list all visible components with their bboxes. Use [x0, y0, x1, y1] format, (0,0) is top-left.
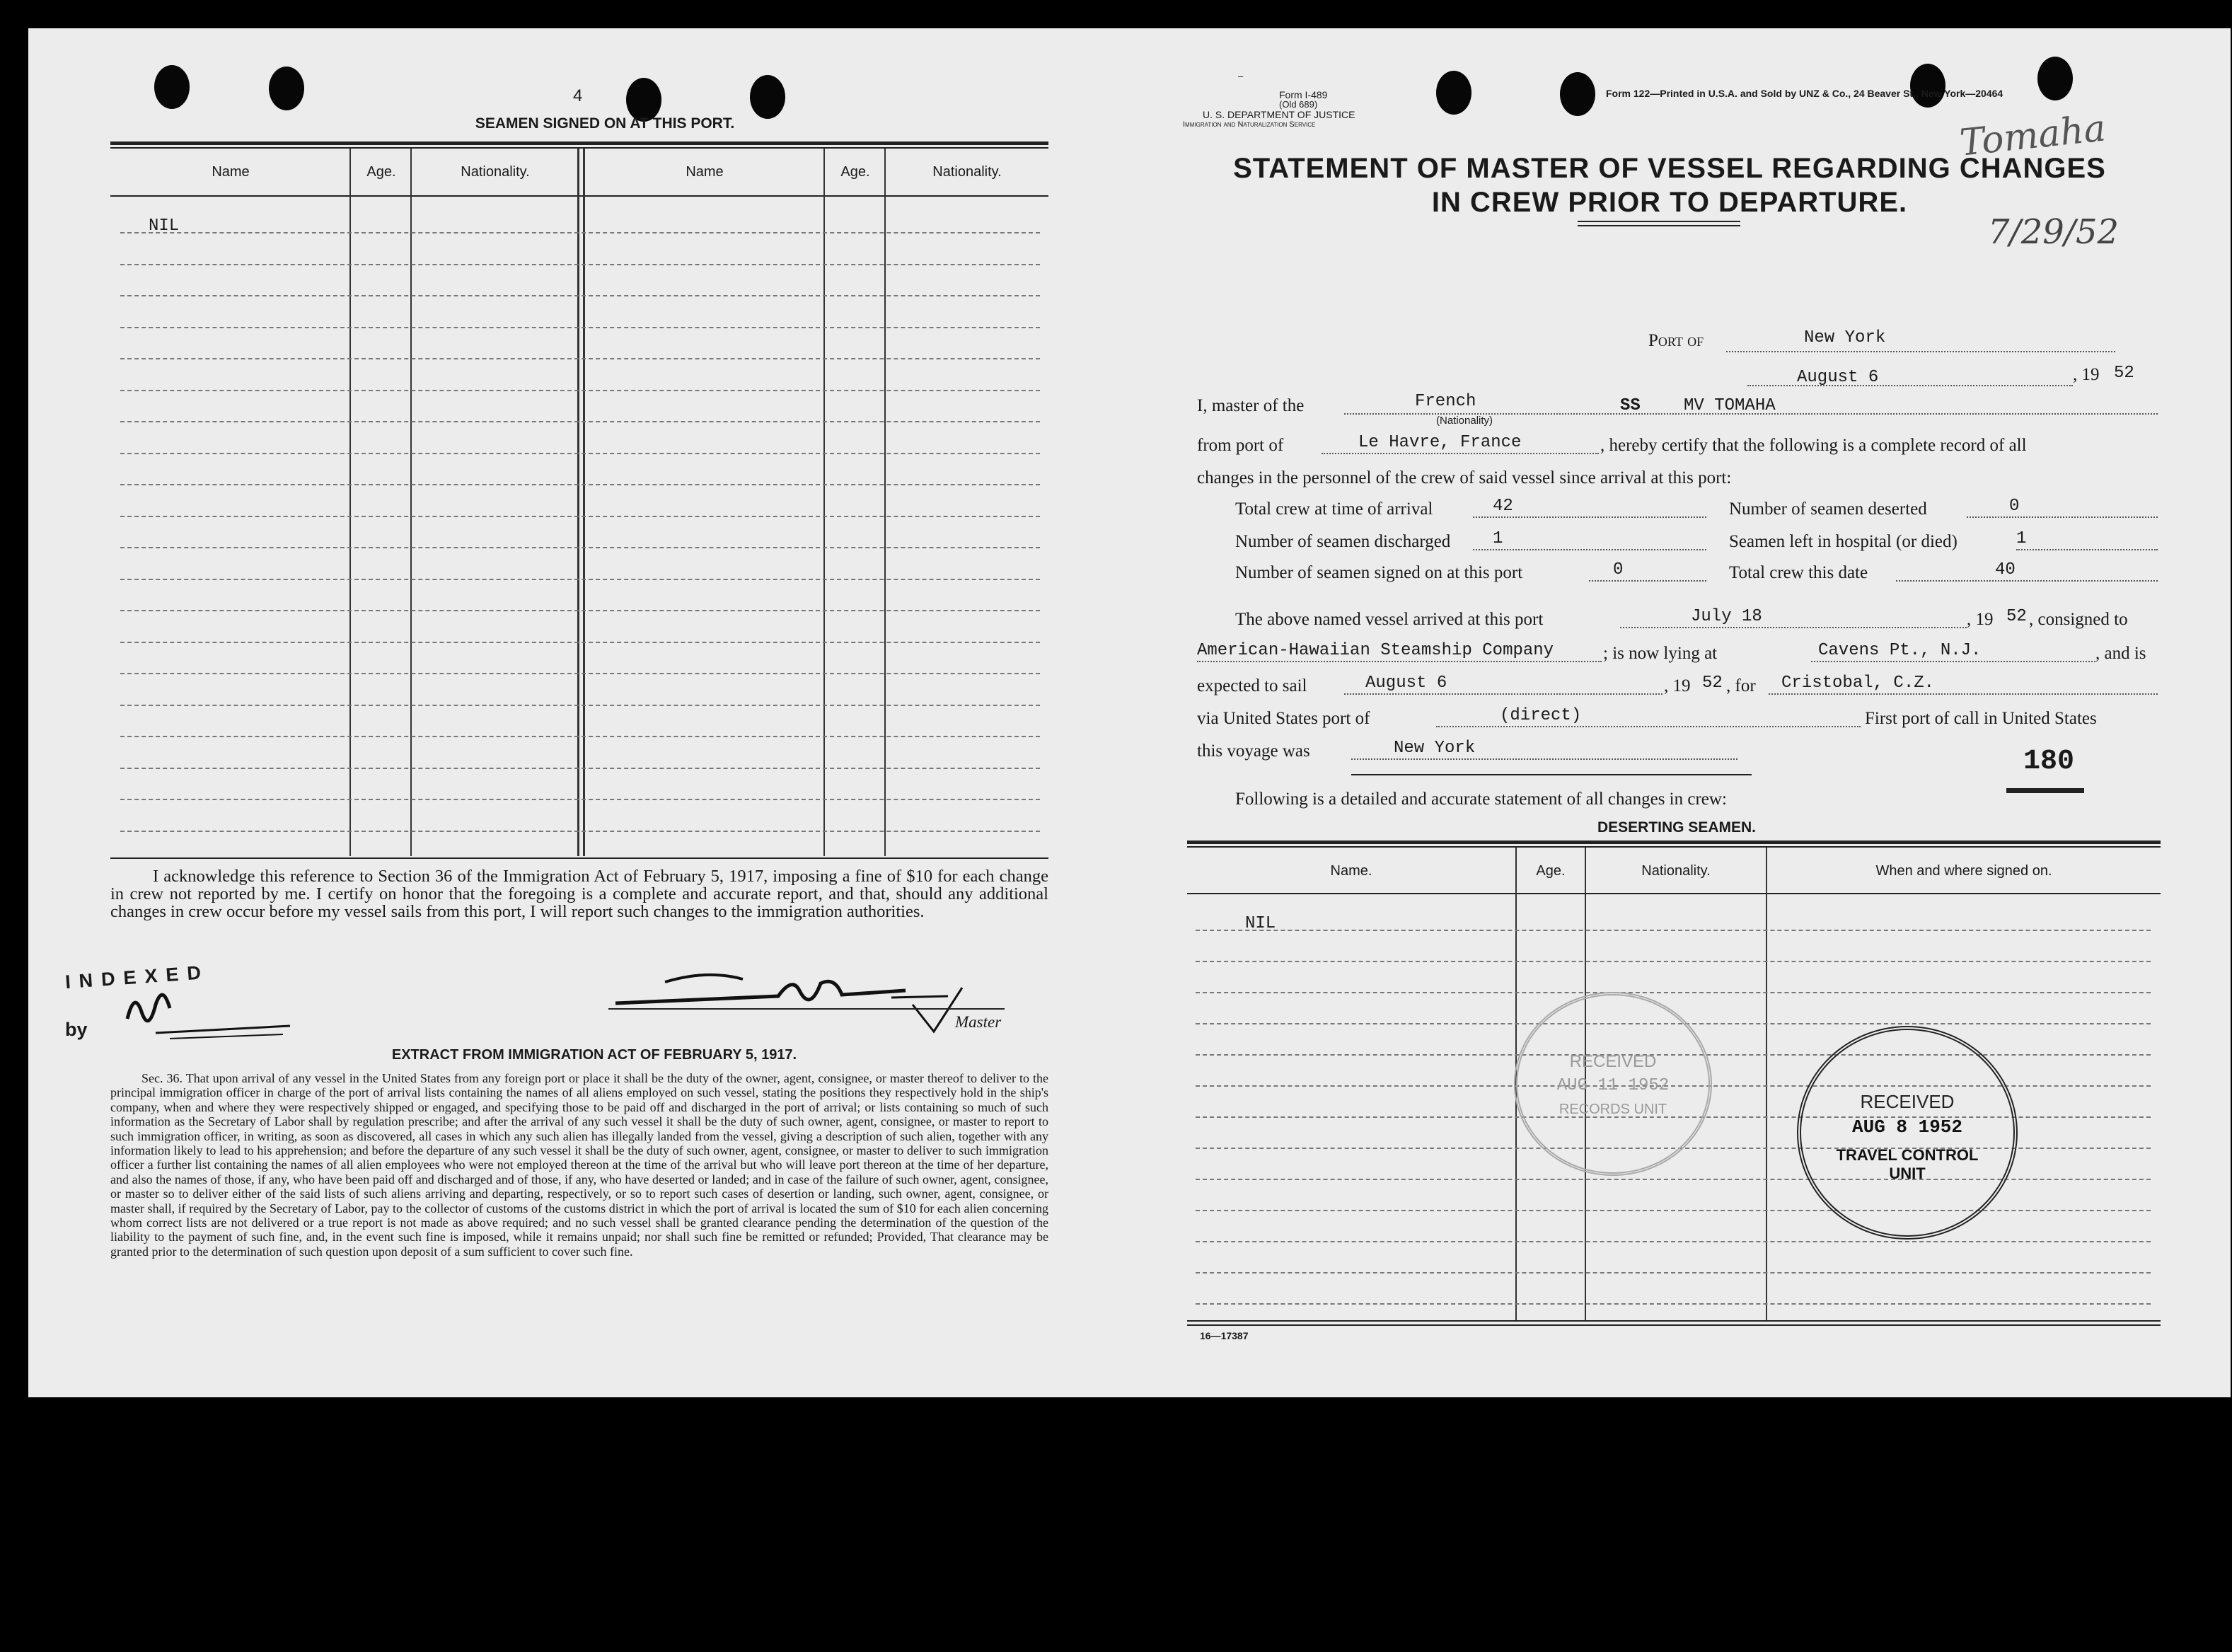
indexed-initials-signature	[113, 976, 297, 1047]
table-bottom-rule	[1187, 1324, 2161, 1326]
from-port-label: from port of	[1197, 436, 1284, 455]
fill-line	[1620, 627, 1967, 628]
punch-hole	[1910, 64, 1945, 108]
column-header: Name	[212, 164, 250, 180]
ruling-line	[1196, 961, 2151, 962]
stamp-unit-2: UNIT	[1889, 1165, 1926, 1182]
ruling-line	[120, 421, 1040, 422]
handwritten-date: 7/29/52	[1988, 212, 2120, 252]
punch-hole	[750, 75, 785, 119]
ruling-line	[1196, 992, 2151, 993]
master-of-the-label: I, master of the	[1197, 396, 1305, 415]
first-port-value: New York	[1394, 739, 1476, 758]
indexed-by-label: by	[65, 1019, 88, 1040]
expected-value: August 6	[1365, 674, 1447, 693]
signed-on-value: 0	[1613, 560, 1624, 579]
following-text: Following is a detailed and accurate statement of all changes in crew:	[1235, 790, 1727, 809]
fill-line	[1322, 453, 1599, 454]
stamp-date: AUG 8 1952	[1851, 1116, 1963, 1138]
voyage-label: this voyage was	[1197, 741, 1310, 761]
deserted-value: 0	[2009, 497, 2020, 516]
punch-hole	[154, 65, 190, 109]
ruling-line	[120, 484, 1040, 485]
year-prefix: , 19	[2073, 365, 2100, 384]
stamp-received: RECEIVED	[1860, 1091, 1955, 1112]
ruling-line	[120, 799, 1040, 800]
ruling-line	[120, 610, 1040, 611]
fill-line	[1436, 726, 1861, 727]
footer-code: 16—17387	[1200, 1330, 1249, 1341]
title-underline	[1578, 221, 1740, 222]
arrived-year-prefix: , 19	[1967, 610, 1994, 629]
consigned-label: , consigned to	[2029, 610, 2128, 629]
fill-line	[1769, 693, 2158, 695]
discharged-value: 1	[1493, 529, 1503, 548]
arrived-label: The above named vessel arrived at this port	[1235, 610, 1544, 629]
from-port-value: Le Havre, France	[1358, 433, 1522, 452]
column-header: When and where signed on.	[1875, 863, 2052, 879]
ruling-line	[120, 264, 1040, 265]
year-value: 52	[2114, 364, 2134, 383]
column-header: Age.	[366, 164, 396, 180]
deserting-entry: NIL	[1245, 914, 1276, 933]
ruling-line	[120, 295, 1040, 296]
hospital-value: 1	[2016, 529, 2027, 548]
nationality-value: French	[1415, 392, 1476, 411]
fill-line	[1747, 385, 2073, 386]
form-title-line-2: IN CREW PRIOR TO DEPARTURE.	[1431, 187, 1908, 218]
changes-text: changes in the personnel of the crew of said vessel since arrival at this port:	[1197, 468, 1732, 487]
via-label: via United States port of	[1197, 709, 1370, 728]
table-top-rule	[110, 147, 1048, 149]
ruling-line	[120, 453, 1040, 454]
table-bottom-rule	[1187, 1320, 2161, 1322]
signed-on-label: Number of seamen signed on at this port	[1235, 563, 1523, 582]
lying-label: ; is now lying at	[1603, 644, 1718, 663]
port-value: New York	[1804, 328, 1886, 347]
fill-line	[1197, 661, 1602, 662]
ruling-line	[120, 673, 1040, 674]
header-rule	[110, 195, 1048, 197]
column-header: Nationality.	[1641, 863, 1711, 879]
stamp-received: RECEIVED	[1569, 1052, 1657, 1071]
document-sheet	[28, 28, 2231, 1397]
fill-line	[1896, 580, 2158, 582]
column-divider	[583, 149, 585, 856]
ruling-line	[120, 768, 1040, 769]
arrived-year-value: 52	[2006, 607, 2027, 626]
table-top-rule	[1187, 841, 2161, 844]
column-divider	[410, 149, 412, 856]
fill-line	[1344, 693, 1663, 695]
date-value: August 6	[1797, 368, 1879, 387]
total-crew-arrival-value: 42	[1493, 497, 1513, 516]
column-header: Name.	[1330, 863, 1372, 879]
vessel-prefix: SS	[1620, 396, 1641, 415]
stamped-number: 180	[2023, 746, 2075, 778]
column-divider	[577, 149, 579, 856]
vessel-name: MV TOMAHA	[1684, 396, 1776, 415]
title-underline	[1578, 225, 1740, 226]
ruling-line	[120, 516, 1040, 517]
for-label: , for	[1726, 676, 1756, 695]
column-header: Name	[686, 164, 724, 180]
ruling-line	[1196, 1272, 2151, 1273]
ruling-line	[120, 831, 1040, 832]
total-crew-arrival-label: Total crew at time of arrival	[1235, 499, 1433, 519]
column-header: Age.	[1536, 863, 1566, 879]
header-rule	[1187, 893, 2161, 894]
master-signature-line	[608, 1008, 1005, 1010]
left-section-title: SEAMEN SIGNED ON AT THIS PORT.	[475, 115, 735, 132]
port-label: Port of	[1648, 331, 1704, 350]
ruling-line	[120, 390, 1040, 391]
acknowledgement-text: I acknowledge this reference to Section 36 of the Immigration Act of February 5, 1917, imposing a fine of $10 for each change in crew not reported by me. I certify on honor that the foregoing is a complete and accurate report, and that, should any additional changes in crew occur before my vessel sails from this port, I will report such changes to the immigration authorities.	[110, 867, 1048, 921]
printer-line: Form 122—Printed in U.S.A. and Sold by UNZ & Co., 24 Beaver St., New York—20464	[1606, 88, 2003, 99]
small-mark: –	[1238, 71, 1244, 81]
nationality-caption: (Nationality)	[1436, 415, 1493, 427]
ruling-line	[120, 705, 1040, 706]
total-crew-date-value: 40	[1995, 560, 2016, 579]
ruling-line	[120, 547, 1040, 548]
section-36-text: Sec. 36. That upon arrival of any vessel in the United States from any foreign port or place it shall be the duty of the owner, agent, consignee, or master thereof to deliver to the principal immigration officer in charge of the port of arrival lists containing the names of all aliens employed on such vessel, stating the positions they respectively hold in the ship's company, when and where they were respectively shipped or engaged, and specifying those to be paid off and discharged in the port of arrival; or lists containing so much of such information as the Secretary of Labor shall by regulation prescribe; and after the arrival of any such vessel it shall be the duty of such owner, agent, consignee, or master to report to such immigration officer, in writing, as soon as discovered, all cases in which any such alien has illegally landed from the vessel, giving a description of such alien, together with any information likely to lead to his apprehension; and before the departure of any such vessel it shall be the duty of such owner, agent, consignee, or master to deliver to such immigration officer a further list containing the names of all alien employees who were not employed thereon at the time of the arrival but who will leave port thereon at the time of her departure, and also the names of those, if any, who have been paid off and discharged and of those, if any, who have deserted or landed; and in case of the failure of such owner, agent, consignee, or master so to deliver either of the said lists of such aliens arriving and departing, respectively, or so to report such cases of desertion or landing, such owner, agent, consignee, or master shall, if required by the Secretary of Labor, pay to the collector of customs of the customs district in which the port of arrival is located the sum of $10 for each alien concerning whom correct lists are not delivered or a true report is not made as above required; and no such vessel shall be granted clearance pending the determination of the question of the liability to the payment of such fine, and, in the event such fine is imposed, while it remains unpaid; nor shall such fine be remitted or refunded; Provided, That clearance may be granted prior to the determination of such question upon deposit of a sum sufficient to cover such fine.	[110, 1071, 1048, 1259]
column-header: Age.	[840, 164, 870, 180]
column-header: Nationality.	[932, 164, 1002, 180]
and-is-label: , and is	[2095, 644, 2146, 663]
form-title-line-1: STATEMENT OF MASTER OF VESSEL REGARDING CHANGES	[1233, 153, 2106, 184]
deserting-title: DESERTING SEAMEN.	[1597, 819, 1757, 836]
ruling-line	[1196, 1241, 2151, 1242]
punch-hole	[2037, 57, 2073, 100]
stamp-unit: TRAVEL CONTROL	[1836, 1146, 1979, 1164]
discharged-label: Number of seamen discharged	[1235, 532, 1451, 551]
fill-line	[2016, 549, 2158, 550]
total-crew-date-label: Total crew this date	[1729, 563, 1868, 582]
ruling-line	[120, 579, 1040, 580]
ruling-line	[120, 642, 1040, 643]
department: U. S. DEPARTMENT OF JUSTICE	[1203, 109, 1355, 120]
sail-year-value: 52	[1702, 674, 1723, 693]
fill-line	[1967, 516, 2158, 518]
punch-hole	[269, 67, 304, 110]
fill-line	[1726, 351, 2115, 352]
form-old-number: (Old 689)	[1279, 99, 1318, 110]
signed-on-entry: NIL	[149, 216, 180, 236]
ruling-line	[1196, 1303, 2151, 1305]
sail-year-prefix: , 19	[1664, 676, 1691, 695]
column-divider	[823, 149, 825, 856]
fill-line	[1811, 661, 2095, 662]
column-divider	[884, 149, 886, 856]
received-records-stamp	[1514, 992, 1712, 1176]
fill-line	[1344, 413, 2158, 415]
lying-at-value: Cavens Pt., N.J.	[1818, 641, 1982, 660]
indexed-stamp: INDEXED	[64, 961, 210, 993]
received-travel-control-stamp	[1797, 1026, 2018, 1240]
punch-hole	[1560, 72, 1595, 116]
via-value: (direct)	[1500, 706, 1582, 725]
rule-line	[1351, 774, 1752, 775]
column-divider	[1766, 848, 1767, 1320]
ruling-line	[120, 736, 1040, 737]
column-header: Nationality.	[461, 164, 530, 180]
stamped-underline	[2006, 788, 2084, 793]
service: Immigration and Naturalization Service	[1183, 120, 1316, 129]
master-label: Master	[955, 1013, 1002, 1031]
page-number: 4	[573, 86, 583, 105]
destination-value: Cristobal, C.Z.	[1781, 674, 1935, 693]
certify-text: , hereby certify that the following is a complete record of all	[1600, 436, 2027, 455]
ruling-line	[1196, 930, 2151, 931]
deserted-label: Number of seamen deserted	[1729, 499, 1927, 519]
fill-line	[1473, 549, 1706, 550]
expected-label: expected to sail	[1197, 676, 1307, 695]
master-signature	[608, 948, 976, 1040]
ruling-line	[120, 232, 1040, 233]
table-top-rule	[1187, 846, 2161, 848]
fill-line	[1351, 758, 1737, 760]
fill-line	[1589, 580, 1706, 582]
column-divider	[349, 149, 351, 856]
table-top-rule	[110, 141, 1048, 145]
form-number: Form I-489	[1279, 89, 1328, 100]
ruling-line	[120, 358, 1040, 359]
ruling-line	[120, 327, 1040, 328]
hospital-label: Seamen left in hospital (or died)	[1729, 532, 1958, 551]
first-port-label: First port of call in United States	[1865, 709, 2097, 728]
punch-hole	[1436, 71, 1471, 115]
consignee-value: American-Hawaiian Steamship Company	[1197, 641, 1554, 660]
handwritten-vessel-name: Tomaha	[1958, 107, 2108, 165]
fill-line	[1473, 516, 1706, 518]
extract-title: EXTRACT FROM IMMIGRATION ACT OF FEBRUARY 5, 1917.	[391, 1047, 797, 1063]
stamp-unit: RECORDS UNIT	[1559, 1102, 1667, 1117]
ruling-line	[1196, 1210, 2151, 1211]
arrived-value: July 18	[1691, 607, 1762, 626]
table-bottom-rule	[110, 857, 1048, 859]
stamp-date: AUG 11 1952	[1556, 1076, 1670, 1095]
